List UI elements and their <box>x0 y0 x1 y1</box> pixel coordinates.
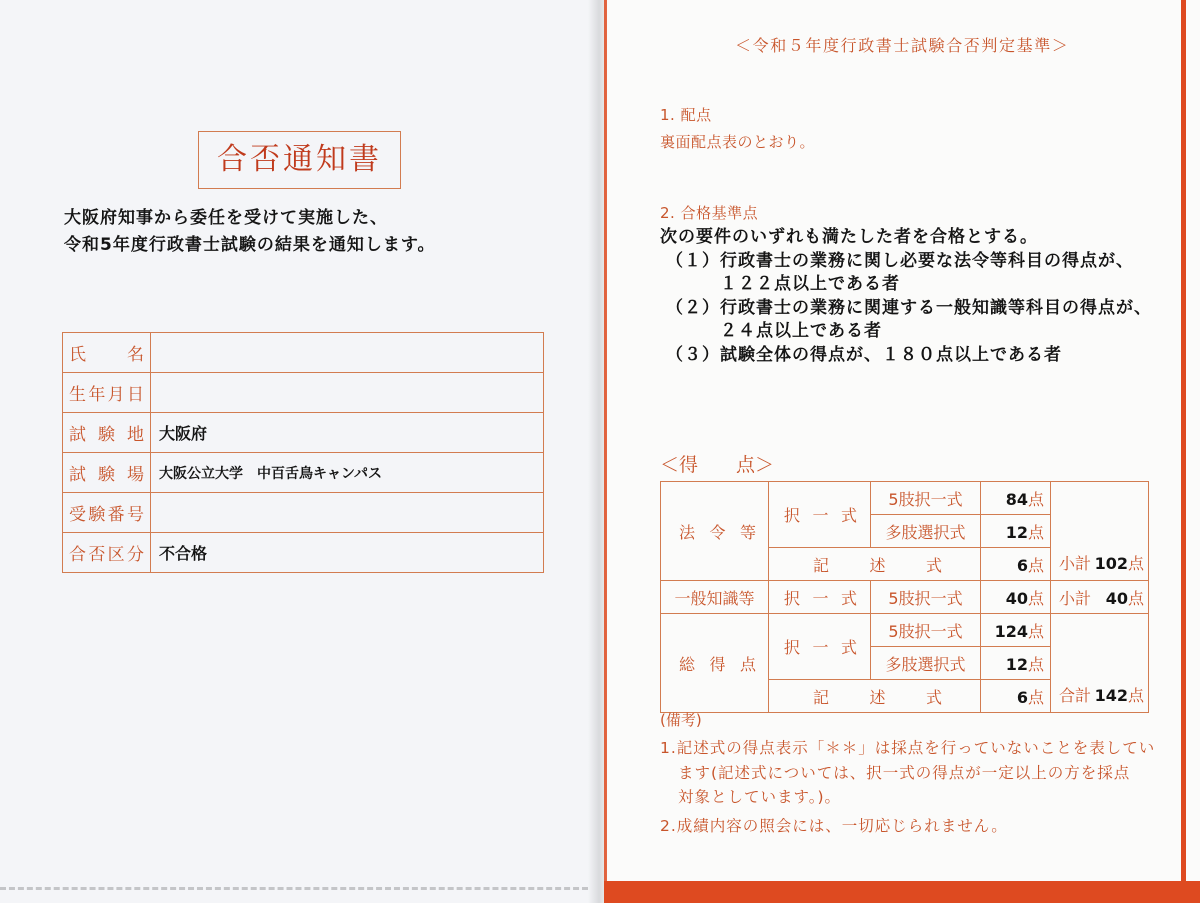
format-label-total-five: 5肢択一式 <box>871 614 981 647</box>
choice-label-total: 択 一 式 <box>784 638 857 657</box>
score-row-general <box>661 581 1149 614</box>
score-cell-total-multi <box>981 647 1051 680</box>
score-heading: ＜得 点＞ <box>660 454 775 476</box>
info-value-exam-site: 大阪公立大学 中百舌鳥キャンパス <box>151 453 544 493</box>
score-value: 6 <box>1016 555 1028 575</box>
score-cell-total-essay <box>981 680 1051 713</box>
criteria-item-number: （２） <box>666 297 720 318</box>
score-row-law-five-choice <box>661 482 1149 515</box>
perforated-edge <box>0 887 588 890</box>
section-1-body: 裏面配点表のとおり。 <box>660 133 816 151</box>
score-cell-law-multi <box>981 515 1051 548</box>
score-unit: 点 <box>1127 686 1144 705</box>
format-label-law-five: 5肢択一式 <box>871 482 981 515</box>
info-row-exam-site <box>63 453 544 493</box>
essay-label-total: 記 述 式 <box>813 687 942 707</box>
score-row-total-five-choice <box>661 614 1149 647</box>
format-label-total-multi: 多肢選択式 <box>871 647 981 680</box>
criteria-item-1 <box>666 250 1152 274</box>
score-unit: 点 <box>1027 489 1044 509</box>
total-cell <box>1051 614 1149 713</box>
info-label-cell <box>63 413 151 453</box>
subtotal-label: 小計 <box>1059 554 1092 573</box>
score-value: 12 <box>1005 654 1028 674</box>
group-label-general: 一般知識等 <box>661 581 769 614</box>
criteria-item-2 <box>666 297 1152 321</box>
group-label-total: 総 得 点 <box>679 654 756 674</box>
group-cell-law <box>661 482 769 581</box>
examinee-info-table <box>62 332 544 573</box>
info-row-result <box>63 533 544 573</box>
subtotal-value-group <box>1095 551 1144 574</box>
subtotal-law <box>1059 551 1144 574</box>
score-value: 6 <box>1016 687 1028 707</box>
info-label-name: 氏 名 <box>69 345 144 365</box>
format-label-general-five: 5肢択一式 <box>871 581 981 614</box>
format-label-law-multi: 多肢選択式 <box>871 515 981 548</box>
score-value: 124 <box>994 621 1028 641</box>
info-value-exam-region: 大阪府 <box>151 413 544 453</box>
section-2-title: 2. 合格基準点 <box>660 204 759 222</box>
choice-label-law: 択 一 式 <box>784 506 857 525</box>
subtotal-label: 小計 <box>1059 588 1092 608</box>
info-value-birthdate <box>151 373 544 413</box>
choice-cell-general <box>769 581 871 614</box>
info-label-exam-site: 試 験 場 <box>69 465 144 485</box>
info-value-name <box>151 333 544 373</box>
score-unit: 点 <box>1127 588 1144 608</box>
total-value-group <box>1095 683 1144 706</box>
score-unit: 点 <box>1027 555 1044 575</box>
note-2: 2.成績内容の照会には、一切応じられません。 <box>660 817 1008 835</box>
info-label-result: 合否区分 <box>69 545 144 565</box>
score-unit: 点 <box>1027 522 1044 542</box>
info-row-exam-region <box>63 413 544 453</box>
score-cell-law-five <box>981 482 1051 515</box>
grand-total <box>1059 683 1144 706</box>
right-page-frame-right <box>1181 0 1186 903</box>
essay-label-law: 記 述 式 <box>813 555 942 575</box>
note-1-line-1: 1.記述式の得点表示「＊＊」は採点を行っていないことを表してい <box>660 739 1156 757</box>
score-cell-general-five <box>981 581 1051 614</box>
score-value: 40 <box>1005 588 1028 608</box>
criteria-lead: 次の要件のいずれも満たした者を合格とする。 <box>660 227 1038 247</box>
note-1 <box>660 736 1155 810</box>
info-label-cell <box>63 373 151 413</box>
intro-text <box>64 205 435 259</box>
intro-line-2: 令和5年度行政書士試験の結果を通知します。 <box>64 235 436 255</box>
info-value-exam-number <box>151 493 544 533</box>
info-label-birthdate: 生年月日 <box>69 385 144 405</box>
note-1-line-2: ます(記述式については、択一式の得点が一定以上の方を採点 <box>678 763 1131 782</box>
group-label-law: 法 令 等 <box>679 522 756 542</box>
criteria-item-1-continuation: １２２点以上である者 <box>720 274 900 295</box>
total-value: 142 <box>1094 686 1128 705</box>
info-label-exam-number: 受験番号 <box>69 505 144 525</box>
section-1-title: 1. 配点 <box>660 106 712 124</box>
criteria-item-text: 行政書士の業務に関連する一般知識等科目の得点が、 <box>720 297 1152 318</box>
notice-title: 合否通知書 <box>217 142 382 177</box>
subtotal-value: 102 <box>1094 554 1128 573</box>
score-unit: 点 <box>1027 621 1044 641</box>
notice-title-box <box>198 131 401 189</box>
subtotal-value: 40 <box>1105 588 1128 608</box>
right-page-frame-bottom <box>604 881 1200 903</box>
criteria-item-text: 行政書士の業務に関し必要な法令等科目の得点が、 <box>720 250 1134 271</box>
right-page-frame-left <box>604 0 607 903</box>
criteria-item-2-continuation: ２４点以上である者 <box>720 321 882 342</box>
score-value: 12 <box>1005 522 1028 542</box>
subtotal-cell-general <box>1051 581 1149 614</box>
notes-heading: (備考) <box>660 711 702 729</box>
info-label-cell <box>63 493 151 533</box>
subtotal-general <box>1059 586 1144 609</box>
criteria-item-text: 試験全体の得点が、１８０点以上である者 <box>720 344 1062 365</box>
info-label-cell <box>63 453 151 493</box>
subtotal-cell-law <box>1051 482 1149 581</box>
info-label-exam-region: 試 験 地 <box>69 425 144 445</box>
criteria-heading: ＜令和５年度行政書士試験合否判定基準＞ <box>735 36 1070 55</box>
info-label-cell <box>63 333 151 373</box>
info-value-result: 不合格 <box>151 533 544 573</box>
info-row-birthdate <box>63 373 544 413</box>
choice-cell-total <box>769 614 871 680</box>
criteria-item-number: （３） <box>666 344 720 365</box>
intro-line-1: 大阪府知事から委任を受けて実施した、 <box>64 208 388 228</box>
total-label: 合計 <box>1059 686 1092 705</box>
group-cell-total <box>661 614 769 713</box>
criteria-item-number: （１） <box>666 250 720 271</box>
info-label-cell <box>63 533 151 573</box>
criteria-item-3 <box>666 344 1152 368</box>
score-unit: 点 <box>1027 588 1044 608</box>
criteria-list <box>660 226 1152 368</box>
subtotal-value-group <box>1106 586 1144 609</box>
score-unit: 点 <box>1127 554 1144 573</box>
choice-cell-law <box>769 482 871 548</box>
score-value: 84 <box>1005 489 1028 509</box>
essay-cell-total <box>769 680 981 713</box>
score-table <box>660 481 1149 713</box>
score-unit: 点 <box>1027 654 1044 674</box>
info-row-exam-number <box>63 493 544 533</box>
choice-label-general: 択 一 式 <box>784 588 857 608</box>
note-1-line-3: 対象としています。)。 <box>678 788 842 806</box>
essay-cell-law <box>769 548 981 581</box>
score-unit: 点 <box>1027 687 1044 707</box>
score-cell-total-five <box>981 614 1051 647</box>
score-cell-law-essay <box>981 548 1051 581</box>
info-row-name <box>63 333 544 373</box>
